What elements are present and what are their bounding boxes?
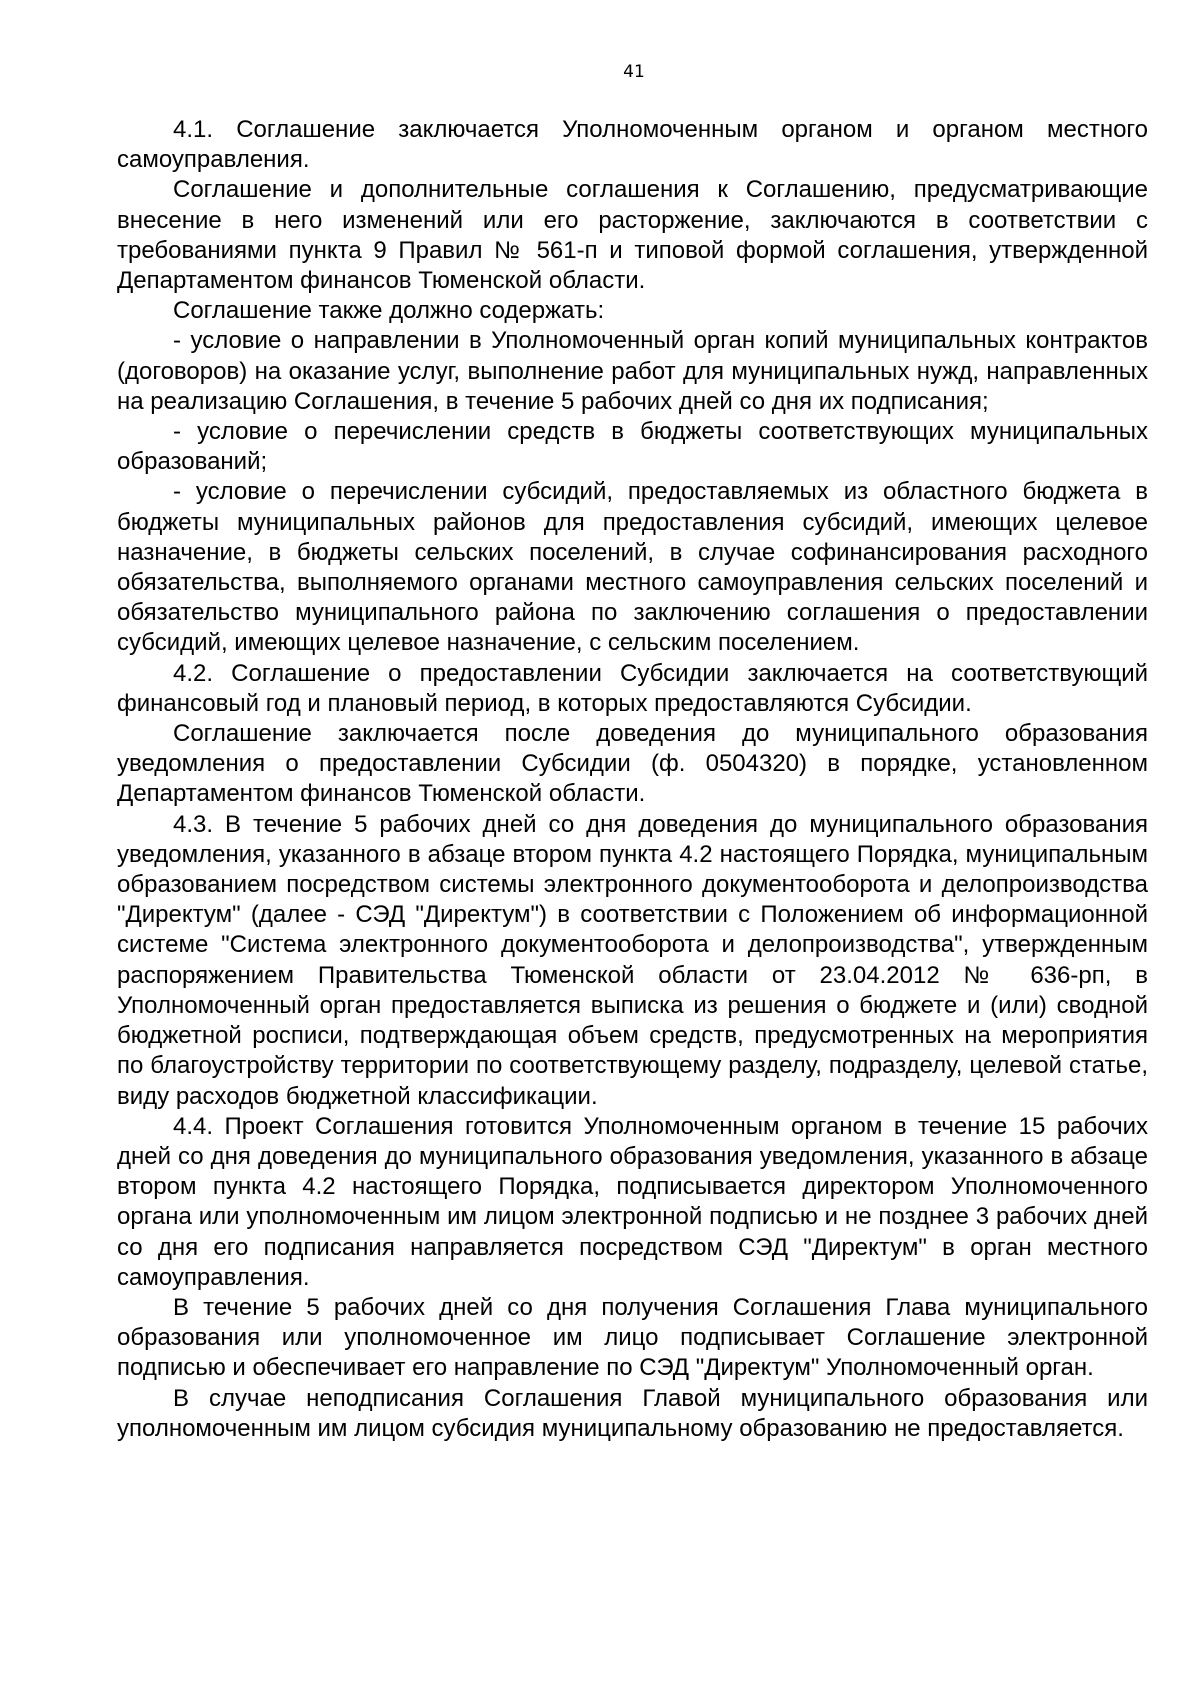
paragraph-agreement-contents: Соглашение также должно содержать: xyxy=(173,297,605,325)
list-item-subsidies-condition: - условие о перечислении субсидий, предоставляемых из областного бюджета в бюджеты муниципальных районов для предоставления субсидий, имеющих целевое назначение, в бюджеты сельских поселений, в случае софинансирования расходного обязательства, выполняемого органами местного самоуправления сельских поселений и обязательство муниципального района по заключению соглашения о предоставлении субсидий, имеющих целевое назначение, с сельским поселением. xyxy=(117,478,1148,657)
paragraph-non-signing: В случае неподписания Соглашения Главой муниципального образования или уполномоченным им лицом субсидия муниципальному образованию не предоставляется. xyxy=(117,1384,1148,1442)
paragraph-4-1: 4.1. Соглашение заключается Уполномоченным органом и органом местного самоуправления. xyxy=(117,116,1148,174)
page-number: 41 xyxy=(623,62,645,82)
paragraph-4-2: 4.2. Соглашение о предоставлении Субсидии заключается на соответствующий финансовый год и плановый период, в которых предоставляются Субсидии. xyxy=(117,659,1148,717)
paragraph-notification: Соглашение заключается после доведения до муниципального образования уведомления о предоставлении Субсидии (ф. 0504320) в порядке, установленном Департаментом финансов Тюменской области. xyxy=(117,720,1148,808)
document-body xyxy=(117,115,1148,1444)
paragraph-agreement-amendments: Соглашение и дополнительные соглашения к Соглашению, предусматривающие внесение в него изменений или его расторжение, заключаются в соответствии с требованиями пункта 9 Правил № 561-п и типовой формой соглашения, утвержденной Департаментом финансов Тюменской области. xyxy=(117,176,1148,295)
paragraph-signing: В течение 5 рабочих дней со дня получения Соглашения Глава муниципального образования или уполномоченное им лицо подписывает Соглашение электронной подписью и обеспечивает его направление по СЭД "Директум" Уполномоченный орган. xyxy=(117,1293,1148,1382)
list-item-transfer-condition: - условие о перечислении средств в бюджеты соответствующих муниципальных образований; xyxy=(117,418,1148,476)
list-item-contracts-condition: - условие о направлении в Уполномоченный орган копий муниципальных контрактов (договоров) на оказание услуг, выполнение работ для муниципальных нужд, направленных на реализацию Соглашения, в течение 5 рабочих дней со дня их подписания; xyxy=(117,327,1148,415)
paragraph-4-3: 4.3. В течение 5 рабочих дней со дня доведения до муниципального образования уведомления, указанного в абзаце втором пункта 4.2 настоящего Порядка, муниципальным образованием посредством системы электронного документооборота и делопроизводства "Директум" (далее - СЭД "Директум") в соответствии с Положением об информационной системе "Система электронного документооборота и делопроизводства", утвержденным распоряжением Правительства Тюменской области от 23.04.2012 № 636-рп, в Уполномоченный орган предоставляется выписка из решения о бюджете и (или) сводной бюджетной росписи, подтверждающая объем средств, предусмотренных на мероприятия по благоустройству территории по соответствующему разделу, подразделу, целевой статье, виду расходов бюджетной классификации. xyxy=(117,810,1148,1110)
paragraph-4-4: 4.4. Проект Соглашения готовится Уполномоченным органом в течение 15 рабочих дней со дня доведения до муниципального образования уведомления, указанного в абзаце втором пункта 4.2 настоящего Порядка, подписывается директором Уполномоченного органа или уполномоченным им лицом электронной подписью и не позднее 3 рабочих дней со дня его подписания направляется посредством СЭД "Директум" в орган местного самоуправления. xyxy=(117,1112,1148,1291)
